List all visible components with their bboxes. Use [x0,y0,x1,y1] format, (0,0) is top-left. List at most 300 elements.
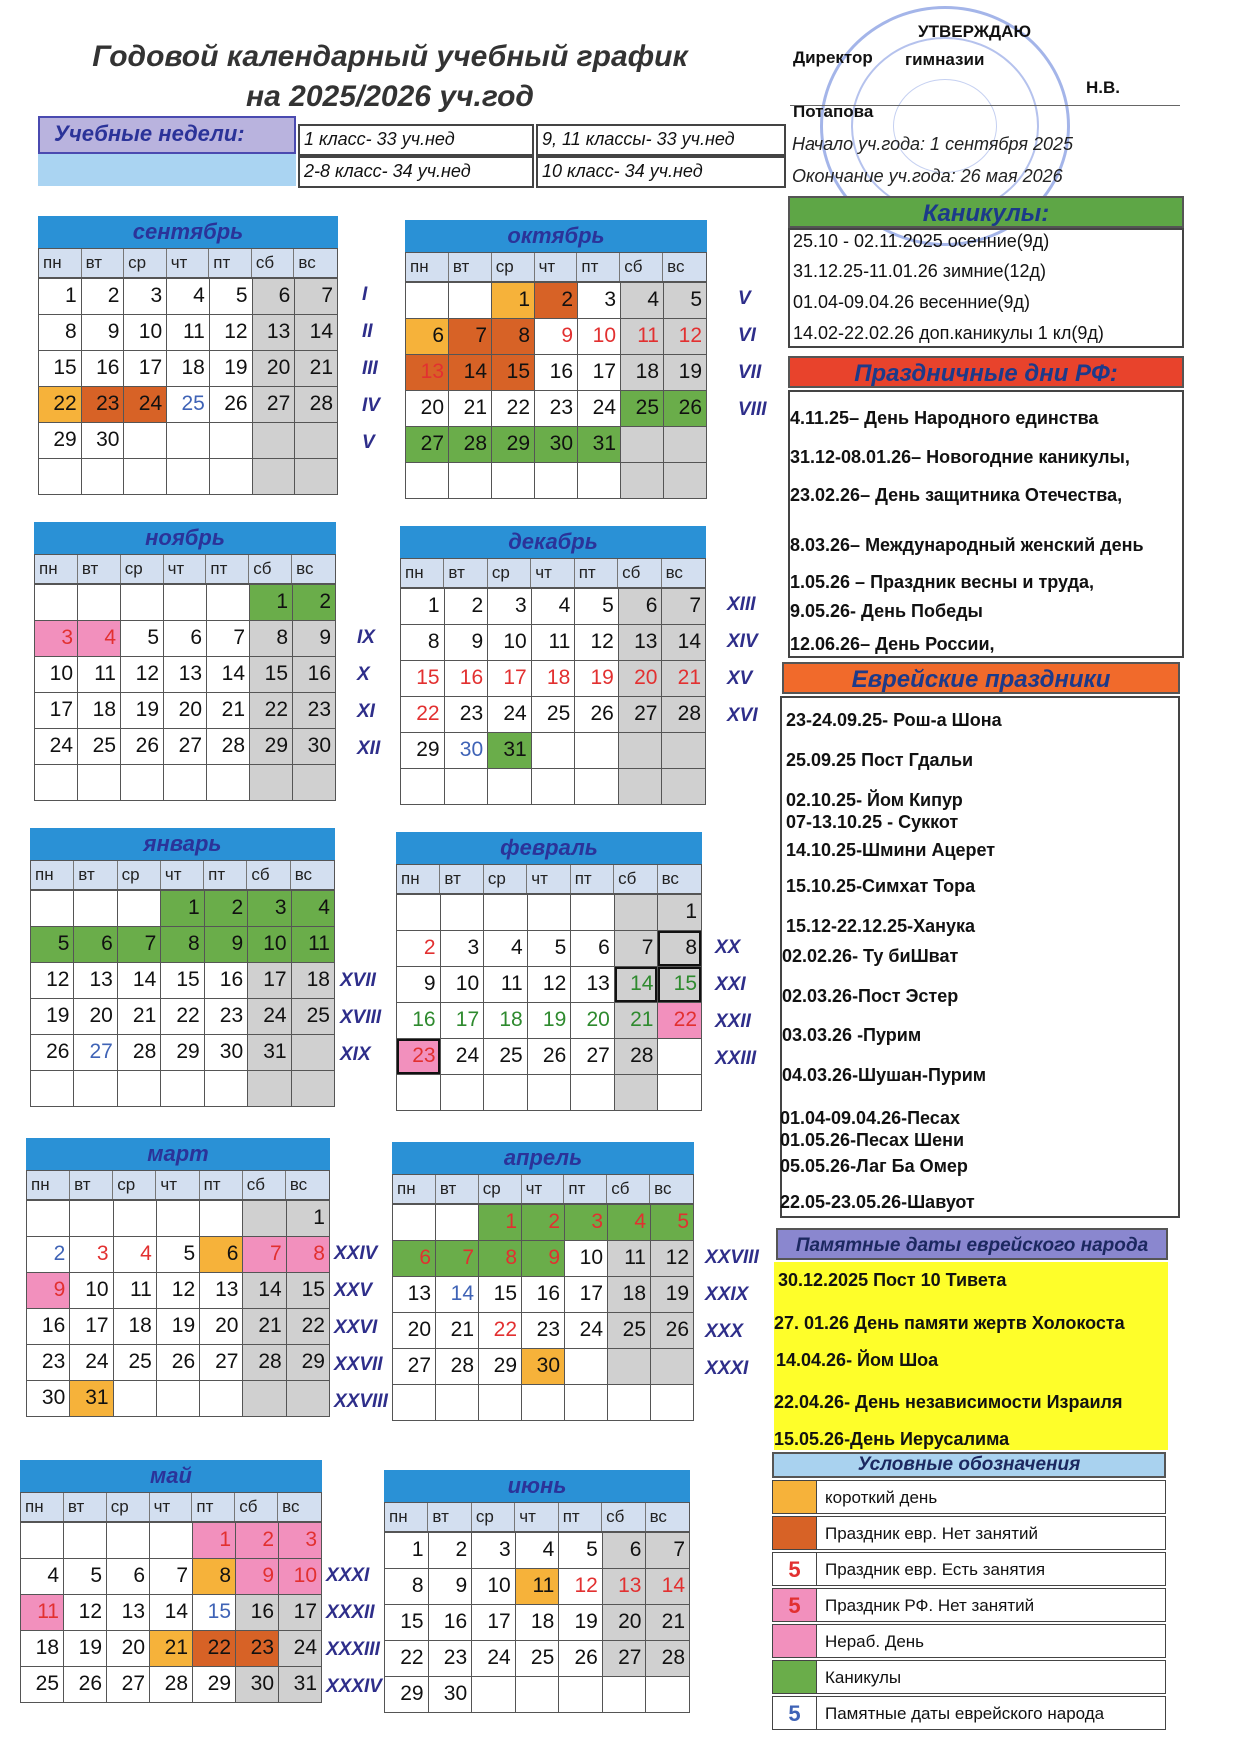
empty-cell [200,1201,243,1237]
day-cell: 7 [662,589,706,625]
week-number: V [738,288,751,309]
day-cell: 3 [578,283,621,319]
legend-swatch: 5 [773,1589,817,1621]
empty-cell [248,1071,291,1107]
day-cell: 28 [449,427,492,463]
day-cell: 30 [535,427,578,463]
weekday-label: вт [70,1171,113,1199]
day-cell: 10 [70,1273,113,1309]
day-cell: 22 [161,999,204,1035]
day-cell: 5 [31,927,74,963]
empty-cell [608,1385,651,1421]
day-cell: 5 [64,1559,107,1595]
week-number: XIV [727,631,758,652]
weekday-label: чт [531,559,574,587]
vacation-item: 01.04-09.04.26 весенние(9д) [793,292,1030,312]
jewish-holiday-item: 15.10.25-Симхат Тора [786,876,976,896]
day-cell: 11 [516,1569,560,1605]
day-cell: 15 [492,355,535,391]
weekday-label: вт [82,249,125,277]
empty-cell [532,769,576,805]
day-cell: 2 [522,1205,565,1241]
day-cell: 24 [279,1631,322,1667]
empty-cell [401,769,445,805]
legend-label: Нераб. День [825,1632,925,1651]
empty-cell [21,1523,64,1559]
day-grid [20,1522,322,1703]
day-cell: 12 [210,315,253,351]
empty-cell [150,1523,193,1559]
empty-cell [114,1381,157,1417]
day-cell: 15 [479,1277,522,1313]
empty-cell [164,765,207,801]
day-cell: 2 [429,1533,473,1569]
day-cell: 9 [397,967,441,1003]
empty-cell [250,765,293,801]
week-number: VII [738,362,762,383]
day-cell: 31 [248,1035,291,1071]
weekday-header-row [396,864,702,894]
legend-label: короткий день [825,1488,938,1507]
day-cell: 24 [488,697,532,733]
day-cell: 15 [658,967,702,1003]
day-cell: 11 [292,927,335,963]
day-cell: 11 [484,967,528,1003]
day-cell: 11 [621,319,664,355]
day-cell: 17 [35,693,78,729]
weekday-label: чт [150,1493,193,1521]
week-number: XXX [705,1321,744,1342]
day-cell: 20 [571,1003,615,1039]
day-cell: 11 [167,315,210,351]
day-cell: 14 [150,1595,193,1631]
day-cell: 1 [287,1201,330,1237]
day-cell: 12 [64,1595,107,1631]
day-cell: 26 [157,1345,200,1381]
month-name: январь [30,828,335,860]
weekday-header-row [384,1502,690,1532]
day-cell: 28 [295,387,338,423]
day-cell: 21 [150,1631,193,1667]
weekday-label: вс [661,869,679,888]
empty-cell [436,1205,479,1241]
day-cell: 22 [193,1631,236,1667]
day-cell: 25 [114,1345,157,1381]
weekday-label: вт [449,253,492,281]
day-cell: 14 [662,625,706,661]
day-cell: 28 [646,1641,690,1677]
weekday-header-row [20,1492,322,1522]
empty-cell [107,1523,150,1559]
day-cell: 20 [253,351,296,387]
day-cell: 13 [107,1595,150,1631]
weekday-label: вт [64,1493,107,1521]
day-cell: 8 [193,1559,236,1595]
empty-cell [528,1075,572,1111]
day-cell: 2 [445,589,489,625]
day-cell: 28 [243,1345,286,1381]
holiday-rf-item: 31.12-08.01.26– Новогодние каникулы, [790,447,1130,467]
empty-cell [124,423,167,459]
vacation-item: 25.10 - 02.11.2025 осенние(9д) [793,231,1050,251]
day-cell: 16 [82,351,125,387]
weekday-label: чт [515,1503,558,1531]
study-weeks-item: 1 класс- 33 уч.нед [298,124,534,156]
study-weeks-label: Учебные недели: [38,116,296,154]
day-cell: 21 [243,1309,286,1345]
day-cell: 12 [121,657,164,693]
day-cell: 22 [658,1003,702,1039]
empty-cell [651,1349,694,1385]
day-cell: 3 [35,621,78,657]
empty-cell [441,895,485,931]
memorial-title: Памятные даты еврейского народа [776,1228,1168,1260]
empty-cell [70,1201,113,1237]
day-cell: 18 [532,661,576,697]
day-grid [30,890,335,1107]
day-cell: 6 [200,1237,243,1273]
approval-role: Директор [793,48,873,67]
empty-cell [565,1349,608,1385]
weekday-label: ср [488,559,531,587]
day-cell: 30 [293,729,336,765]
day-cell: 19 [64,1631,107,1667]
weekday-label: пн [21,1493,64,1521]
empty-cell [449,283,492,319]
day-cell: 2 [205,891,248,927]
legend-row [772,1696,1166,1730]
day-cell: 22 [287,1309,330,1345]
day-cell: 23 [205,999,248,1035]
day-cell: 22 [401,697,445,733]
holidays-rf-title: Праздничные дни РФ: [788,356,1184,388]
day-cell: 29 [401,733,445,769]
day-cell: 21 [118,999,161,1035]
document-title: Годовой календарный учебный график [92,40,688,73]
day-grid [34,584,336,801]
day-cell: 3 [248,891,291,927]
day-cell: 30 [445,733,489,769]
week-number: XXXIII [326,1639,380,1660]
week-number: XXVII [334,1354,383,1375]
weekday-label: сб [602,1503,645,1531]
day-cell: 30 [522,1349,565,1385]
empty-cell [253,423,296,459]
day-cell: 30 [82,423,125,459]
day-cell: 28 [662,697,706,733]
day-cell: 27 [253,387,296,423]
day-cell: 29 [492,427,535,463]
day-cell: 18 [21,1631,64,1667]
day-cell: 6 [406,319,449,355]
day-cell: 5 [664,283,707,319]
day-cell: 8 [250,621,293,657]
legend-swatch [773,1517,817,1549]
weekday-label: пт [200,1171,243,1199]
day-cell: 14 [243,1273,286,1309]
weekday-label: чт [527,865,570,893]
day-cell: 23 [27,1345,70,1381]
day-cell: 23 [445,697,489,733]
weekday-label: вс [282,1497,300,1516]
study-weeks-item: 10 класс- 34 уч.нед [536,156,786,188]
empty-cell [161,1071,204,1107]
day-cell: 24 [124,387,167,423]
week-number: XXIX [705,1284,749,1305]
empty-cell [662,769,706,805]
day-cell: 16 [293,657,336,693]
day-cell: 14 [615,967,659,1003]
day-cell: 17 [279,1595,322,1631]
day-cell: 19 [559,1605,603,1641]
week-number: XI [357,701,375,722]
empty-cell [651,1385,694,1421]
week-number: III [362,358,378,379]
week-number: XXXI [705,1358,749,1379]
day-cell: 5 [575,589,619,625]
empty-cell [615,1075,659,1111]
day-cell: 18 [484,1003,528,1039]
day-cell: 9 [429,1569,473,1605]
day-cell: 10 [248,927,291,963]
day-cell: 6 [603,1533,647,1569]
empty-cell [571,1075,615,1111]
day-grid [392,1204,694,1421]
day-cell: 1 [250,585,293,621]
day-cell: 1 [401,589,445,625]
weekday-label: ср [484,865,527,893]
month-3 [400,526,706,805]
day-cell: 24 [565,1313,608,1349]
month-name: апрель [392,1142,694,1174]
day-cell: 9 [522,1241,565,1277]
jewish-holiday-item: 04.03.26-Шушан-Пурим [782,1065,987,1085]
empty-cell [292,1035,335,1071]
day-cell: 24 [578,391,621,427]
jewish-holiday-item: 02.10.25- Йом Кипур [786,790,963,810]
weekday-label: вт [444,559,487,587]
day-cell: 21 [662,661,706,697]
week-number: X [357,664,370,685]
day-cell: 23 [236,1631,279,1667]
day-cell: 3 [70,1237,113,1273]
day-cell: 29 [193,1667,236,1703]
day-cell: 22 [385,1641,429,1677]
day-cell: 10 [472,1569,516,1605]
empty-cell [484,895,528,931]
day-cell: 20 [200,1309,243,1345]
weekday-label: ср [118,861,161,889]
day-cell: 30 [429,1677,473,1713]
day-cell: 21 [207,693,250,729]
day-cell: 20 [393,1313,436,1349]
day-grid [384,1532,690,1713]
day-cell: 27 [571,1039,615,1075]
empty-cell [210,459,253,495]
day-cell: 10 [578,319,621,355]
day-cell: 19 [31,999,74,1035]
month-name: май [20,1460,322,1492]
day-cell: 5 [157,1237,200,1273]
day-cell: 25 [608,1313,651,1349]
day-cell: 12 [31,963,74,999]
weekday-label: ср [107,1493,150,1521]
jewish-holiday-item: 02.03.26-Пост Эстер [782,986,959,1006]
day-cell: 13 [200,1273,243,1309]
day-cell: 27 [619,697,663,733]
day-cell: 2 [236,1523,279,1559]
day-cell: 26 [121,729,164,765]
day-cell: 8 [287,1237,330,1273]
day-cell: 6 [571,931,615,967]
day-cell: 24 [70,1345,113,1381]
legend-row [772,1588,1166,1622]
weekday-label: сб [235,1493,278,1521]
empty-cell [608,1349,651,1385]
empty-cell [621,427,664,463]
empty-cell [39,459,82,495]
weekday-label: вс [649,1507,667,1526]
week-number: XXI [715,974,746,995]
day-cell: 5 [559,1533,603,1569]
empty-cell [615,895,659,931]
empty-cell [479,1385,522,1421]
empty-cell [646,1677,690,1713]
memorial-item: 27. 01.26 День памяти жертв Холокоста [774,1313,1125,1333]
day-cell: 3 [279,1523,322,1559]
week-number: I [362,284,368,305]
weekday-header-row [400,558,706,588]
day-cell: 20 [164,693,207,729]
empty-cell [287,1381,330,1417]
day-cell: 17 [472,1605,516,1641]
day-cell: 28 [150,1667,193,1703]
day-cell: 16 [535,355,578,391]
day-cell: 25 [292,999,335,1035]
memorial-item: 15.05.26-День Иерусалима [774,1429,1010,1449]
empty-cell [658,1039,702,1075]
week-number: XXXIV [326,1676,382,1697]
month-name: февраль [396,832,702,864]
day-cell: 14 [207,657,250,693]
empty-cell [124,459,167,495]
empty-cell [167,459,210,495]
day-cell: 26 [31,1035,74,1071]
week-number: XVI [727,705,758,726]
day-cell: 31 [488,733,532,769]
weekday-label: ср [472,1503,515,1531]
day-cell: 8 [161,927,204,963]
day-cell: 27 [164,729,207,765]
month-0 [38,216,338,495]
day-cell: 31 [70,1381,113,1417]
day-cell: 3 [441,931,485,967]
day-cell: 20 [603,1605,647,1641]
approval-heading: УТВЕРЖДАЮ [918,22,1031,41]
jewish-holiday-item: 05.05.26-Лаг Ба Омер [780,1156,968,1176]
empty-cell [164,585,207,621]
week-number: XIII [727,594,756,615]
day-cell: 3 [488,589,532,625]
day-cell: 26 [664,391,707,427]
empty-cell [472,1677,516,1713]
day-cell: 11 [114,1273,157,1309]
day-cell: 18 [608,1277,651,1313]
empty-cell [535,463,578,499]
holiday-rf-item: 1.05.26 – Праздник весны и труда, [790,572,1095,592]
day-grid [405,282,707,499]
empty-cell [157,1201,200,1237]
weekday-label: пт [571,865,614,893]
weekday-label: вс [667,257,685,276]
day-cell: 13 [619,625,663,661]
week-number: XIX [340,1044,371,1065]
week-number: XXXI [326,1565,370,1586]
empty-cell [35,585,78,621]
day-cell: 1 [479,1205,522,1241]
empty-cell [662,733,706,769]
week-number: II [362,321,373,342]
day-cell: 28 [615,1039,659,1075]
week-number: VIII [738,399,767,420]
week-number: XXVIII [705,1247,759,1268]
weekday-label: ср [121,555,164,583]
weekday-header-row [38,248,338,278]
weekday-label: сб [247,861,290,889]
empty-cell [210,423,253,459]
memorial-item: 22.04.26- День независимости Израиля [774,1392,1123,1412]
week-number: XXVI [334,1317,378,1338]
legend-row [772,1552,1166,1586]
empty-cell [78,765,121,801]
day-cell: 13 [603,1569,647,1605]
day-cell: 4 [532,589,576,625]
empty-cell [575,733,619,769]
weekday-label: ср [479,1175,522,1203]
day-cell: 1 [658,895,702,931]
day-cell: 10 [124,315,167,351]
day-cell: 19 [664,355,707,391]
weekday-label: пн [397,865,440,893]
day-cell: 31 [279,1667,322,1703]
weekday-label: вт [440,865,483,893]
day-cell: 21 [295,351,338,387]
approval-initials: Н.В. [1086,78,1120,97]
empty-cell [492,463,535,499]
week-number: XVIII [340,1007,382,1028]
day-cell: 21 [449,391,492,427]
day-cell: 25 [167,387,210,423]
day-cell: 10 [35,657,78,693]
day-cell: 26 [651,1313,694,1349]
day-cell: 27 [393,1349,436,1385]
day-cell: 5 [121,621,164,657]
legend-row [772,1480,1166,1514]
day-cell: 23 [522,1313,565,1349]
day-cell: 4 [484,931,528,967]
weekday-label: пт [192,1493,235,1521]
empty-cell [157,1381,200,1417]
day-cell: 31 [578,427,621,463]
day-cell: 15 [39,351,82,387]
weekday-label: чт [161,861,204,889]
day-cell: 7 [118,927,161,963]
day-cell: 14 [646,1569,690,1605]
jewish-holiday-item: 02.02.26- Ту биШват [782,946,959,966]
weekday-label: пн [39,249,82,277]
day-cell: 22 [479,1313,522,1349]
day-cell: 11 [78,657,121,693]
